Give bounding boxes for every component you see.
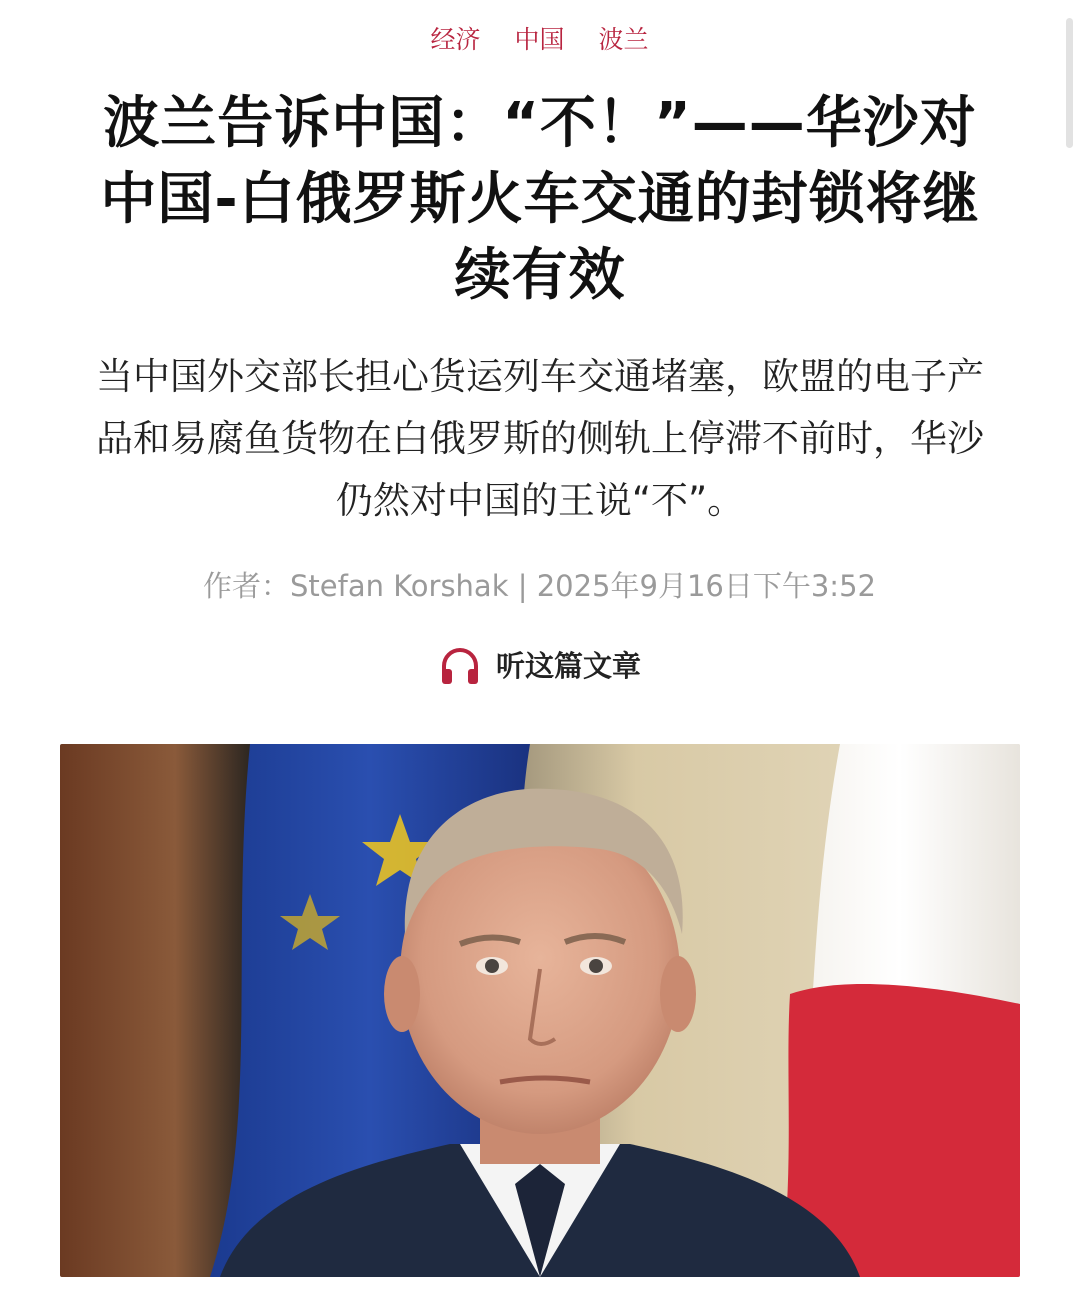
tag-poland[interactable]: 波兰: [598, 25, 649, 54]
article-lede: 当中国外交部长担心货运列车交通堵塞，欧盟的电子产品和易腐鱼货物在白俄罗斯的侧轨上停滞不前时，华沙仍然对中国的王说“不”。: [96, 355, 984, 522]
tag-china[interactable]: 中国: [514, 25, 565, 54]
headphones-icon: [438, 644, 482, 688]
listen-to-article-button[interactable]: [0, 644, 1079, 688]
article-photo: [60, 744, 1020, 1277]
category-tags: [0, 22, 1079, 58]
tag-economy[interactable]: 经济: [430, 25, 481, 54]
article-headline: 波兰告诉中国：“不！”——华沙对中国-白俄罗斯火车交通的封锁将继续有效: [100, 91, 980, 308]
listen-label: 听这篇文章: [495, 649, 641, 683]
article-byline: 作者：Stefan Korshak | 2025年9月16日下午3:52: [203, 569, 876, 603]
